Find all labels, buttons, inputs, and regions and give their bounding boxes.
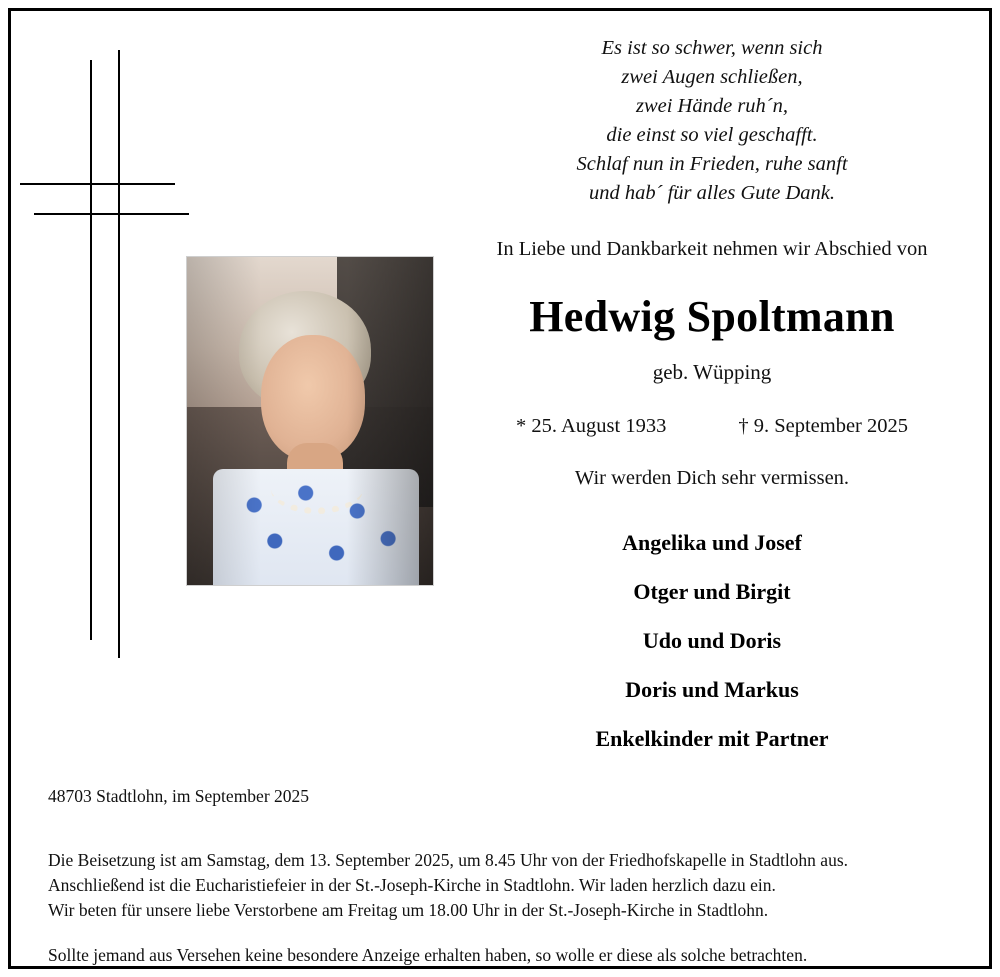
poem-line-1: Es ist so schwer, wenn sich <box>601 37 823 59</box>
poem-line-6: und hab´ für alles Gute Dank. <box>589 182 835 204</box>
survivor-2: Otger und Birgit <box>633 579 791 604</box>
poem-line-3: zwei Hände ruh´n, <box>635 95 789 117</box>
poem-line-4: die einst so viel geschafft. <box>606 124 818 146</box>
poem-line-2: zwei Augen schließen, <box>621 66 803 88</box>
life-dates <box>452 415 972 438</box>
survivor-1: Angelika und Josef <box>622 530 802 555</box>
birth-date: * 25. August 1933 <box>515 415 667 437</box>
portrait-photo <box>186 256 434 586</box>
funeral-details <box>48 848 954 968</box>
intro-text: In Liebe und Dankbarkeit nehmen wir Abschied von <box>496 238 928 260</box>
survivor-3: Udo und Doris <box>642 628 782 653</box>
text-column <box>452 24 972 763</box>
death-date: † 9. September 2025 <box>738 415 909 437</box>
funeral-line-2: Anschließend ist die Eucharistiefeier in der St.-Joseph-Kirche in Stadtlohn. Wir laden herzlich dazu ein. <box>48 875 776 895</box>
poem-line-5: Schlaf nun in Frieden, ruhe sanft <box>576 153 848 175</box>
funeral-line-1: Die Beisetzung ist am Samstag, dem 13. September 2025, um 8.45 Uhr von der Friedhofskapelle in Stadtlohn aus. <box>48 850 849 870</box>
funeral-line-3: Wir beten für unsere liebe Verstorbene am Freitag um 18.00 Uhr in der St.-Joseph-Kirche in Stadtlohn. <box>48 900 769 920</box>
farewell-line: Wir werden Dich sehr vermissen. <box>574 467 850 489</box>
poem <box>452 34 972 208</box>
notice-disclaimer: Sollte jemand aus Versehen keine besondere Anzeige erhalten haben, so wolle er diese als solche betrachten. <box>48 945 808 965</box>
funeral-details-paragraph <box>48 848 954 923</box>
deceased-name: Hedwig Spoltmann <box>529 292 895 341</box>
survivors-list <box>452 518 972 763</box>
maiden-name: geb. Wüpping <box>652 360 772 384</box>
survivor-4: Doris und Markus <box>625 677 799 702</box>
cross-icon <box>20 50 200 670</box>
place-and-date: 48703 Stadtlohn, im September 2025 <box>48 786 310 806</box>
survivor-5: Enkelkinder mit Partner <box>595 726 829 751</box>
